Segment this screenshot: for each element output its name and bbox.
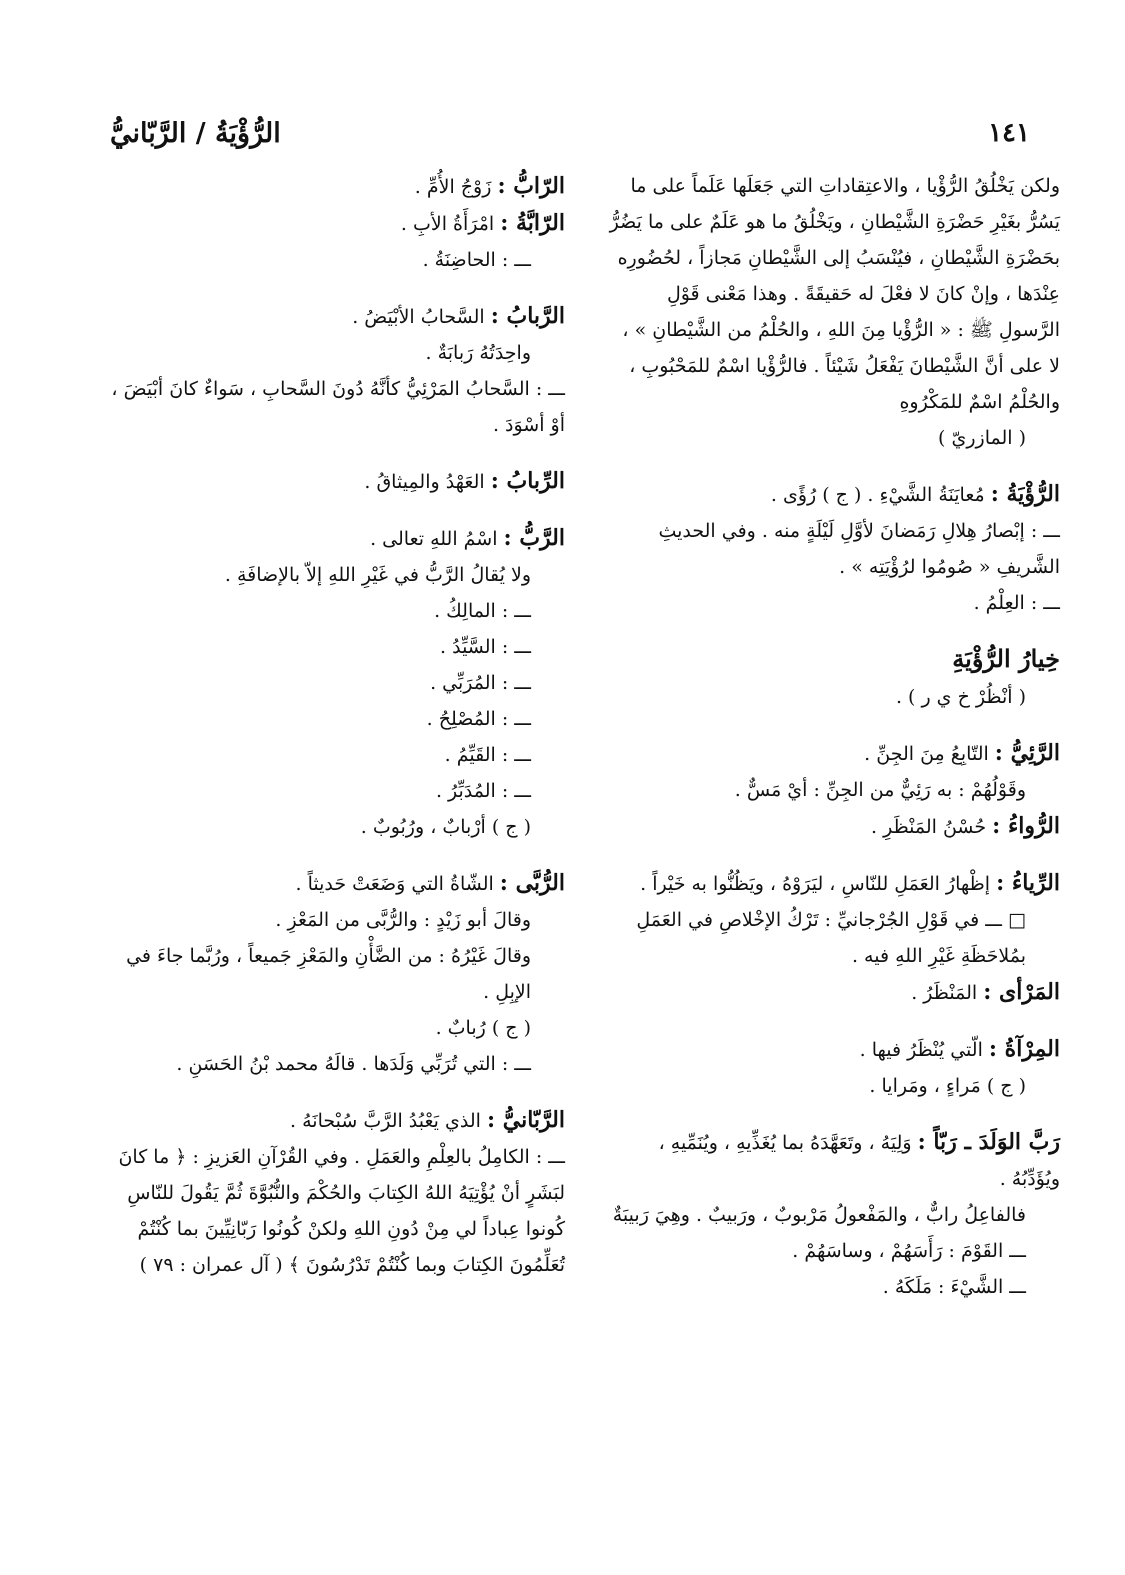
headword: رَبَّ الوَلَدَ ـ رَبّاً : bbox=[917, 1129, 1060, 1155]
sense-line: فالفاعِلُ رابٌّ ، والمَفْعولُ مَرْبوبٌ ، ورَبيبٌ . وهِيَ رَبيبَةٌ bbox=[612, 1204, 1026, 1226]
definition: حُسْنُ المَنْظَرِ . bbox=[871, 816, 993, 838]
dictionary-entry bbox=[608, 808, 1060, 845]
headword: الرُّواءُ : bbox=[992, 813, 1060, 839]
entry-citation: ( المازريّ ) bbox=[938, 427, 1026, 449]
sense-line: ـــ : المُرَبِّي . bbox=[430, 672, 531, 694]
definition: التّابِعُ مِنَ الجِنِّ . bbox=[864, 743, 995, 765]
dictionary-entry bbox=[608, 641, 1060, 679]
headword: الرّابَّةُ : bbox=[500, 210, 565, 236]
sense-line: ـــ : القَيِّمُ . bbox=[444, 744, 531, 766]
running-header-title: الرُّؤْيَةُ / الرَّبّانيُّ bbox=[110, 118, 281, 149]
headword: الرُّؤْيَةُ : bbox=[990, 481, 1060, 507]
page-header bbox=[110, 118, 1030, 158]
sense-line: وقَوْلُهُمْ : به رَئِيٌّ من الجِنِّ : أيْ مَسٌّ . bbox=[734, 779, 1026, 801]
definition: العَهْدُ والمِيثاقُ . bbox=[364, 471, 491, 493]
dictionary-entry bbox=[608, 1124, 1060, 1197]
dictionary-entry bbox=[110, 463, 565, 500]
sense-line: ولا يُقالُ الرَّبُّ في غَيْرِ اللهِ إلاّ بالإضافَةِ . bbox=[224, 564, 531, 586]
sense-line: ـــ : المالِكُ . bbox=[434, 600, 531, 622]
definition: إظْهارُ العَمَلِ للنّاسِ ، ليَرَوْهُ ، ويَظُنُّوا به خَيْراً . bbox=[640, 873, 997, 895]
definition: مُعايَنَةُ الشَّيْءِ . ( ج ) رُؤًى . bbox=[770, 484, 991, 506]
sense-line: □ ـــ في قَوْلِ الجُرْجانيِّ : تَرْكُ الإخْلاصِ في العَمَلِ بمُلاحَظَةِ غَيْرِ اللهِ فيه . bbox=[636, 909, 1026, 967]
dictionary-entry bbox=[110, 298, 565, 335]
page-number: ١٤١ bbox=[988, 118, 1030, 148]
headword: الرَّبُّ : bbox=[503, 525, 565, 551]
dictionary-entry bbox=[608, 735, 1060, 772]
headword: الرّابُّ : bbox=[497, 173, 565, 199]
headword: الرِّياءُ : bbox=[996, 870, 1060, 896]
dictionary-entry bbox=[110, 865, 565, 902]
headword: الرَّبابُ : bbox=[490, 303, 565, 329]
sense-line: ـــ : إبْصارُ هِلالِ رَمَضانَ لأوَّلِ لَيْلَةٍ منه . وفي الحديثِ الشَّريفِ « صُومُوا لرُؤْيَتِه » . bbox=[658, 520, 1060, 578]
definition: الشّاةُ التي وَضَعَتْ حَديثاً . bbox=[295, 873, 500, 895]
sense-line: ـــ : المُدَبِّرُ . bbox=[435, 780, 531, 802]
definition: السَّحابُ الأبْيَضُ . bbox=[352, 306, 491, 328]
definition: امْرَأَةُ الأبِ . bbox=[400, 213, 501, 235]
sense-line: وقالَ غَيْرُهُ : من الضَّأْنِ والمَعْزِ جَميعاً ، ورُبَّما جاءَ في الإبِلِ . bbox=[126, 945, 531, 1003]
sense-line: ـــ : الحاضِنَةُ . bbox=[422, 249, 531, 271]
sense-line: ـــ الشَّيْءَ : مَلَكَهُ . bbox=[882, 1276, 1026, 1298]
left-column bbox=[110, 168, 565, 1283]
sense-line: وقالَ أبو زَيْدٍ : والرُّبَّى من المَعْزِ . bbox=[275, 909, 531, 931]
dictionary-entry bbox=[110, 1102, 565, 1139]
definition: اسْمُ اللهِ تعالى . bbox=[370, 528, 504, 550]
headword: الرُّبَّى : bbox=[499, 870, 565, 896]
sense-line: ـــ : الكامِلُ بالعِلْمِ والعَمَلِ . وفي القُرْآنِ العَزيزِ : ﴿ ما كانَ لبَشَرٍ أنْ يُؤْتِيَهُ اللهُ الكِتابَ والحُكْمَ والنُّبُوَّةَ ثُمَّ يَقُولَ للنّاسِ كُونوا عِباداً لي مِنْ دُونِ اللهِ ولكنْ كُونُوا رَبّانِيِّينَ بما كُنْتُمْ تُعَلِّمُونَ الكِتابَ وبما كُنْتُمْ تَدْرُسُونَ ﴾ ( آل عمران : ٧٩ ) bbox=[118, 1146, 565, 1276]
sense-line: ـــ : السَّيِّدُ . bbox=[440, 636, 531, 658]
definition: الذي يَعْبُدُ الرَّبَّ سُبْحانَهُ . bbox=[290, 1110, 487, 1132]
headword: الرِّبابُ : bbox=[490, 468, 565, 494]
sense-line: ـــ : التي تُرَبِّي وَلَدَها . قالَهُ محمد بْنُ الحَسَنِ . bbox=[176, 1053, 531, 1075]
dictionary-entry bbox=[608, 476, 1060, 513]
right-column bbox=[608, 168, 1060, 1305]
dictionary-entry bbox=[110, 205, 565, 242]
dictionary-entry bbox=[110, 520, 565, 557]
dictionary-entry bbox=[608, 974, 1060, 1011]
sense-line: ـــ : المُصْلِحُ . bbox=[426, 708, 531, 730]
entry-text: ولكن يَخْلُقُ الرُّؤْيا ، والاعتِقاداتِ التي جَعَلَها عَلَماً على ما يَسُرُّ بغَيْرِ حَضْرَةِ الشَّيْطانِ ، ويَخْلُقُ ما هو عَلَمٌ على ما يَضُرُّ بحَضْرَةِ الشَّيْطانِ ، فيُنْسَبُ إلى الشَّيْطانِ مَجازاً ، لحُضُورِه عِنْدَها ، وإنْ كانَ لا فعْلَ له حَقيقَةً . وهذا مَعْنى قَوْلِ الرَّسولِ ﷺ : « الرُّؤْيا مِنَ اللهِ ، والحُلْمُ من الشَّيْطانِ » ، لا على أنَّ الشَّيْطانَ يَفْعَلُ شَيْئاً . فالرُّؤْيا اسْمٌ للمَحْبُوبِ ، والحُلْمُ اسْمٌ للمَكْرُوهِ bbox=[609, 175, 1060, 413]
headword: الرَّبّانيُّ : bbox=[486, 1107, 565, 1133]
sense-line: ـــ : العِلْمُ . bbox=[973, 592, 1060, 614]
dictionary-entry bbox=[608, 865, 1060, 902]
dictionary-entry bbox=[110, 168, 565, 205]
definition: زَوْجُ الأُمِّ . bbox=[414, 176, 498, 198]
plural-line: ( ج ) رُبابٌ . bbox=[435, 1017, 531, 1039]
headword: خِيارُ الرُّؤْيَةِ bbox=[952, 644, 1060, 673]
headword: المِرْآةُ : bbox=[988, 1036, 1060, 1062]
definition: وَلِيَهُ ، وتَعَهَّدَهُ بما يُغَذِّيهِ ، ويُنَمِّيهِ ، ويُؤَدِّبُهُ . bbox=[658, 1132, 1060, 1190]
sense-line: ـــ : السَّحابُ المَرْئِيُّ كأنَّهُ دُونَ السَّحابِ ، سَواءٌ كانَ أبْيَضَ ، أوْ أسْوَدَ . bbox=[111, 378, 565, 436]
sense-line: واحِدَتُهُ رَبابَةٌ . bbox=[425, 342, 531, 364]
plural-line: ( ج ) مَراءٍ ، ومَرايا . bbox=[869, 1075, 1026, 1097]
definition: المَنْظَرُ . bbox=[911, 982, 984, 1004]
headword: المَرْأى : bbox=[983, 979, 1060, 1005]
headword: الرَّئِيُّ : bbox=[994, 740, 1060, 766]
dictionary-entry bbox=[608, 1031, 1060, 1068]
definition: الّتي يُنْظَرُ فيها . bbox=[859, 1039, 989, 1061]
sense-line: ـــ القَوْمَ : رَأَسَهُمْ ، وساسَهُمْ . bbox=[792, 1240, 1026, 1262]
plural-line: ( ج ) أرْبابٌ ، ورُبُوبٌ . bbox=[360, 816, 531, 838]
cross-reference: ( أنْظُرْ خ ي ر ) . bbox=[895, 686, 1026, 708]
